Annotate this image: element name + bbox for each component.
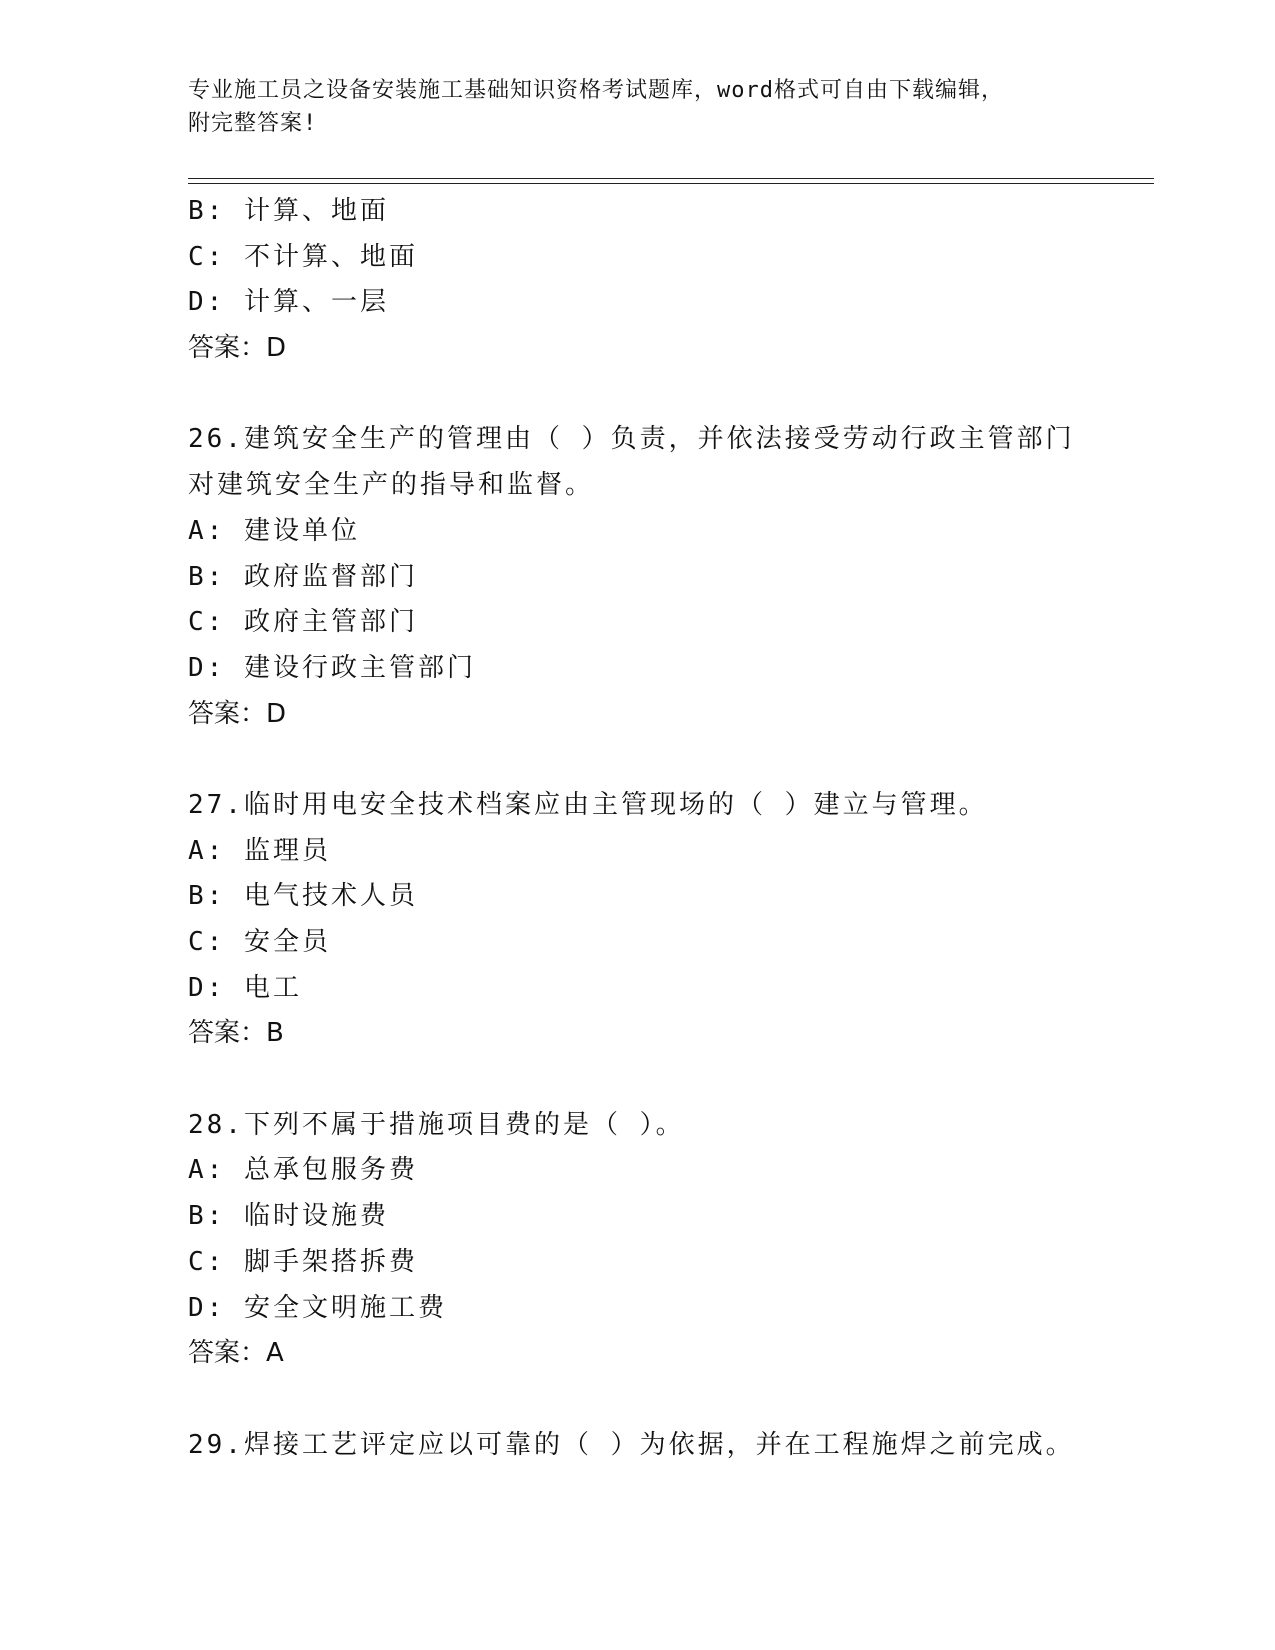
question-text-line: B: 政府监督部门 [188,561,418,592]
question-text-line: 对建筑安全生产的指导和监督。 [188,470,595,501]
blank-line [188,1377,1148,1423]
question-text-line: C: 政府主管部门 [188,607,418,638]
answer-line: 答案：A [188,1338,284,1369]
question-text-line: 27.临时用电安全技术档案应由主管现场的（ ）建立与管理。 [188,789,988,820]
question-text-line: D: 计算、一层 [188,287,389,318]
question-text-line: C: 安全员 [188,927,331,957]
header-line-2: 附完整答案! [188,111,318,136]
question-text-line: B: 计算、地面 [188,196,389,226]
document-header [188,74,1088,140]
question-text-line: C: 不计算、地面 [188,241,418,272]
question-text-line: 26.建筑安全生产的管理由（ ）负责，并依法接受劳动行政主管部门 [188,424,1075,455]
question-text-line: B: 电气技术人员 [188,881,418,912]
blank-line [188,1057,1148,1103]
header-rule-top [188,178,1154,179]
question-text-line: 29.焊接工艺评定应以可靠的（ ）为依据，并在工程施焊之前完成。 [188,1429,1075,1460]
question-content [188,189,1148,1468]
answer-line: 答案：B [188,1018,284,1049]
answer-line: 答案：D [188,698,287,729]
question-text-line: D: 建设行政主管部门 [188,652,476,683]
question-text-line: A: 建设单位 [188,515,360,546]
question-text-line: B: 临时设施费 [188,1201,389,1232]
header-line-1: 专业施工员之设备安装施工基础知识资格考试题库，word格式可自由下载编辑， [188,78,1004,103]
question-text-line: A: 监理员 [188,835,331,866]
blank-line [188,372,1148,418]
question-text-line: D: 安全文明施工费 [188,1292,447,1323]
question-text-line: C: 脚手架搭拆费 [188,1246,418,1277]
question-text-line: 28.下列不属于措施项目费的是（ ）。 [188,1109,685,1140]
question-text-line: A: 总承包服务费 [188,1155,418,1186]
question-text-line: D: 电工 [188,972,302,1003]
answer-line: 答案：D [188,333,287,364]
blank-line [188,737,1148,783]
header-rule-bottom [188,183,1154,184]
